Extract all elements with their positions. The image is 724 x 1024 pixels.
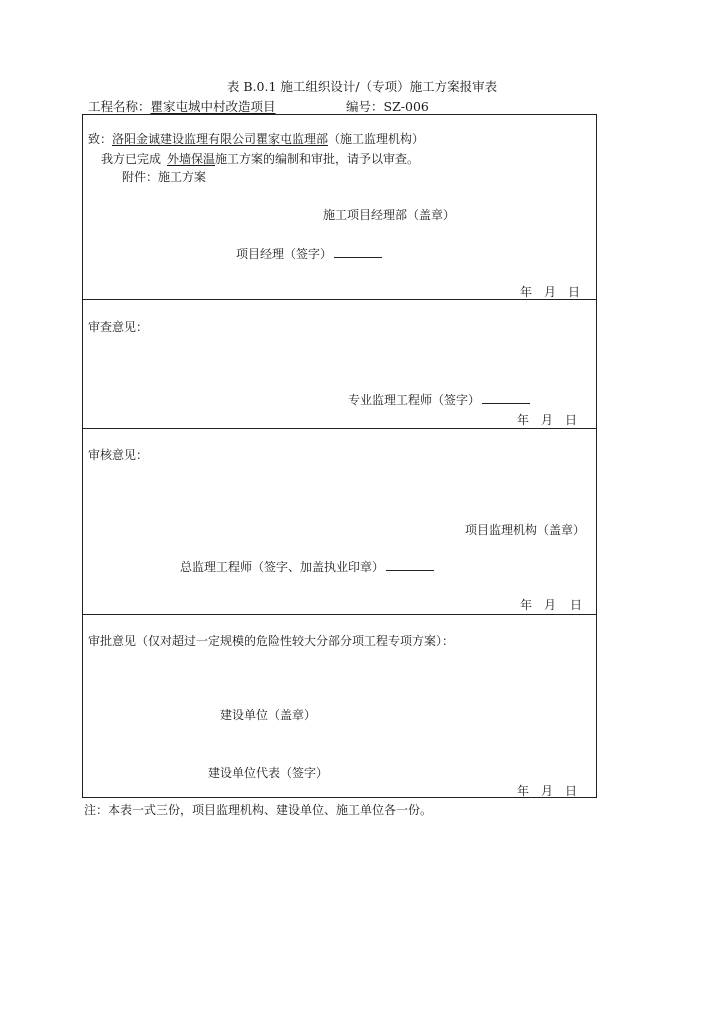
- owner-representative-signature: 建设单位代表（签字）: [208, 766, 329, 780]
- form-number-label: 编号：: [346, 99, 384, 114]
- attachment-line: 附件：施工方案: [122, 170, 207, 184]
- signature-blank: [482, 393, 530, 404]
- addressee-line: [88, 130, 424, 147]
- project-manager-signature: [236, 245, 382, 262]
- date-year: 年: [520, 598, 533, 612]
- project-name-row: [88, 97, 276, 115]
- addressee-suffix: （施工监理机构）: [328, 132, 425, 146]
- form-number-row: [346, 97, 429, 115]
- date-line: [517, 411, 577, 428]
- supervision-org-stamp-label: 项目监理机构（盖章）: [465, 523, 586, 537]
- form-title: 表 B.0.1 施工组织设计/（专项）施工方案报审表: [226, 79, 498, 94]
- footer-note: 注：本表一式三份，项目监理机构、建设单位、施工单位各一份。: [84, 803, 433, 817]
- date-month: 月: [541, 413, 554, 427]
- signer-label: 总监理工程师（签字、加盖执业印章）: [180, 560, 385, 574]
- date-month: 月: [544, 285, 557, 299]
- statement-suffix: 施工方案的编制和审批，请予以审查。: [215, 152, 420, 166]
- date-line: [520, 283, 580, 300]
- date-month: 月: [544, 598, 557, 612]
- project-name-value: 瞿家屯城中村改造项目: [150, 99, 276, 114]
- signature-blank: [386, 560, 434, 571]
- date-line: [517, 782, 577, 799]
- date-day: 日: [565, 413, 578, 427]
- form-number-value: SZ-006: [383, 99, 429, 114]
- section-divider: [83, 614, 596, 615]
- section-divider: [83, 428, 596, 429]
- statement-prefix: 我方已完成: [101, 152, 162, 166]
- project-name-label: 工程名称：: [88, 99, 151, 114]
- date-day: 日: [570, 598, 583, 612]
- supervising-engineer-signature: [348, 391, 530, 408]
- signature-blank: [334, 247, 382, 258]
- owner-stamp-label: 建设单位（盖章）: [220, 708, 317, 722]
- submission-statement: [101, 150, 419, 167]
- review-opinion-heading: 审查意见：: [88, 320, 149, 334]
- approval-opinion-heading: 审批意见（仅对超过一定规模的危险性较大分部分项工程专项方案）：: [88, 634, 455, 648]
- audit-opinion-heading: 审核意见：: [88, 448, 149, 462]
- statement-item: 外墙保温: [167, 152, 216, 166]
- addressee-label: 致：: [88, 132, 113, 146]
- signer-label: 专业监理工程师（签字）: [348, 393, 481, 407]
- date-month: 月: [541, 784, 554, 798]
- date-day: 日: [568, 285, 581, 299]
- addressee-name: 洛阳金诚建设监理有限公司瞿家屯监理部: [112, 132, 329, 146]
- date-year: 年: [520, 285, 533, 299]
- date-year: 年: [517, 784, 530, 798]
- contractor-stamp-label: 施工项目经理部（盖章）: [323, 208, 456, 222]
- chief-engineer-signature: [180, 558, 434, 575]
- date-line: [520, 596, 582, 613]
- signer-label: 项目经理（签字）: [236, 247, 333, 261]
- date-day: 日: [565, 784, 578, 798]
- date-year: 年: [517, 413, 530, 427]
